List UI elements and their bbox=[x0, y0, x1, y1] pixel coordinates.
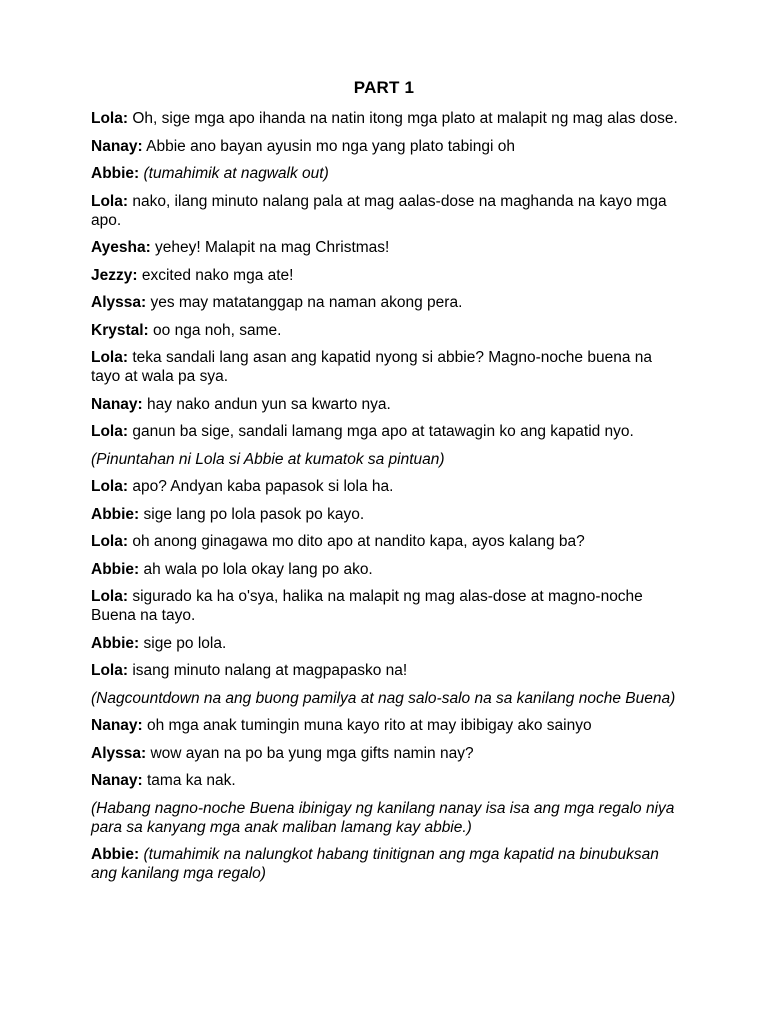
dialogue-text: teka sandali lang asan ang kapatid nyong si abbie? Magno-noche buena na tayo at wala pa sya. bbox=[91, 349, 652, 385]
dialogue-line bbox=[91, 505, 681, 524]
dialogue-line bbox=[91, 109, 681, 128]
speaker-name: Nanay: bbox=[91, 717, 143, 734]
dialogue-text: ah wala po lola okay lang po ako. bbox=[139, 560, 373, 578]
dialogue-text: Abbie ano bayan ayusin mo nga yang plato tabingi oh bbox=[142, 137, 515, 155]
speaker-name: Abbie: bbox=[91, 165, 140, 182]
dialogue-line bbox=[91, 587, 681, 625]
speaker-name: Krystal: bbox=[91, 321, 149, 339]
stage-direction-text: (Pinuntahan ni Lola si Abbie at kumatok sa pintuan) bbox=[91, 450, 445, 468]
stage-direction-text: (Nagcountdown na ang buong pamilya at nag salo-salo na sa kanilang noche Buena) bbox=[91, 689, 676, 707]
speaker-name: Nanay: bbox=[91, 137, 143, 155]
dialogue-line bbox=[91, 238, 681, 257]
dialogue-text: yehey! Malapit na mag Christmas! bbox=[150, 239, 390, 256]
page-title: PART 1 bbox=[353, 78, 415, 97]
dialogue-line bbox=[91, 192, 681, 230]
speaker-name: Lola: bbox=[91, 192, 129, 210]
dialogue-text: (tumahimik na nalungkot habang tinitignan ang mga kapatid na binubuksan ang kanilang mga regalo) bbox=[91, 846, 659, 882]
speaker-name: Abbie: bbox=[91, 634, 140, 652]
dialogue-line bbox=[91, 532, 681, 551]
dialogue-text: yes may matatanggap na naman akong pera. bbox=[146, 294, 463, 311]
dialogue-text: (tumahimik at nagwalk out) bbox=[139, 165, 329, 182]
dialogue-line bbox=[91, 477, 681, 496]
dialogue-text: sigurado ka ha o'sya, halika na malapit ng mag alas-dose at magno-noche Buena na tayo. bbox=[91, 588, 643, 624]
dialogue-line bbox=[91, 266, 681, 285]
dialogue-text: ganun ba sige, sandali lamang mga apo at tatawagin ko ang kapatid nyo. bbox=[128, 423, 634, 440]
dialogue-text: oh anong ginagawa mo dito apo at nandito kapa, ayos kalang ba? bbox=[128, 533, 585, 550]
dialogue-text: hay nako andun yun sa kwarto nya. bbox=[142, 395, 391, 413]
speaker-name: Lola: bbox=[91, 533, 129, 550]
speaker-name: Lola: bbox=[91, 349, 129, 366]
dialogue-line bbox=[91, 395, 681, 414]
dialogue-line bbox=[91, 771, 681, 790]
dialogue-text: wow ayan na po ba yung mga gifts namin nay? bbox=[146, 744, 474, 762]
speaker-name: Nanay: bbox=[91, 772, 143, 789]
stage-direction bbox=[91, 450, 681, 469]
speaker-name: Abbie: bbox=[91, 505, 140, 523]
dialogue-line bbox=[91, 422, 681, 441]
dialogue-text: excited nako mga ate! bbox=[137, 266, 294, 284]
dialogue-text: tama ka nak. bbox=[142, 772, 236, 789]
speaker-name: Lola: bbox=[91, 588, 129, 605]
speaker-name: Lola: bbox=[91, 662, 129, 679]
stage-direction bbox=[91, 799, 681, 837]
speaker-name: Nanay: bbox=[91, 395, 143, 413]
dialogue-line bbox=[91, 845, 681, 883]
dialogue-text: sige po lola. bbox=[139, 634, 227, 652]
dialogue-text: Oh, sige mga apo ihanda na natin itong mga plato at malapit ng mag alas dose. bbox=[128, 110, 678, 127]
dialogue-line bbox=[91, 744, 681, 763]
speaker-name: Alyssa: bbox=[91, 744, 147, 762]
speaker-name: Jezzy: bbox=[91, 266, 138, 284]
dialogue-line bbox=[91, 293, 681, 312]
stage-direction bbox=[91, 689, 681, 708]
dialogue-line bbox=[91, 661, 681, 680]
speaker-name: Abbie: bbox=[91, 560, 140, 578]
speaker-name: Lola: bbox=[91, 423, 129, 440]
dialogue-line bbox=[91, 348, 681, 386]
speaker-name: Ayesha: bbox=[91, 239, 151, 256]
dialogue-line bbox=[91, 164, 681, 183]
speaker-name: Lola: bbox=[91, 110, 129, 127]
dialogue-text: sige lang po lola pasok po kayo. bbox=[139, 505, 365, 523]
stage-direction-text: (Habang nagno-noche Buena ibinigay ng kanilang nanay isa isa ang mga regalo niya para sa kanyang mga anak maliban lamang kay abbie.) bbox=[91, 799, 675, 836]
speaker-name: Lola: bbox=[91, 478, 129, 495]
dialogue-line bbox=[91, 716, 681, 735]
speaker-name: Abbie: bbox=[91, 846, 140, 863]
dialogue-line bbox=[91, 137, 681, 156]
dialogue-text: oo nga noh, same. bbox=[148, 321, 282, 339]
dialogue-line bbox=[91, 321, 681, 340]
dialogue-line bbox=[91, 560, 681, 579]
dialogue-list bbox=[91, 109, 681, 892]
speaker-name: Alyssa: bbox=[91, 294, 147, 311]
dialogue-line bbox=[91, 634, 681, 653]
dialogue-text: isang minuto nalang at magpapasko na! bbox=[128, 662, 408, 679]
dialogue-text: apo? Andyan kaba papasok si lola ha. bbox=[128, 478, 394, 495]
dialogue-text: nako, ilang minuto nalang pala at mag aalas-dose na maghanda na kayo mga apo. bbox=[91, 192, 667, 229]
dialogue-text: oh mga anak tumingin muna kayo rito at may ibibigay ako sainyo bbox=[142, 717, 592, 734]
